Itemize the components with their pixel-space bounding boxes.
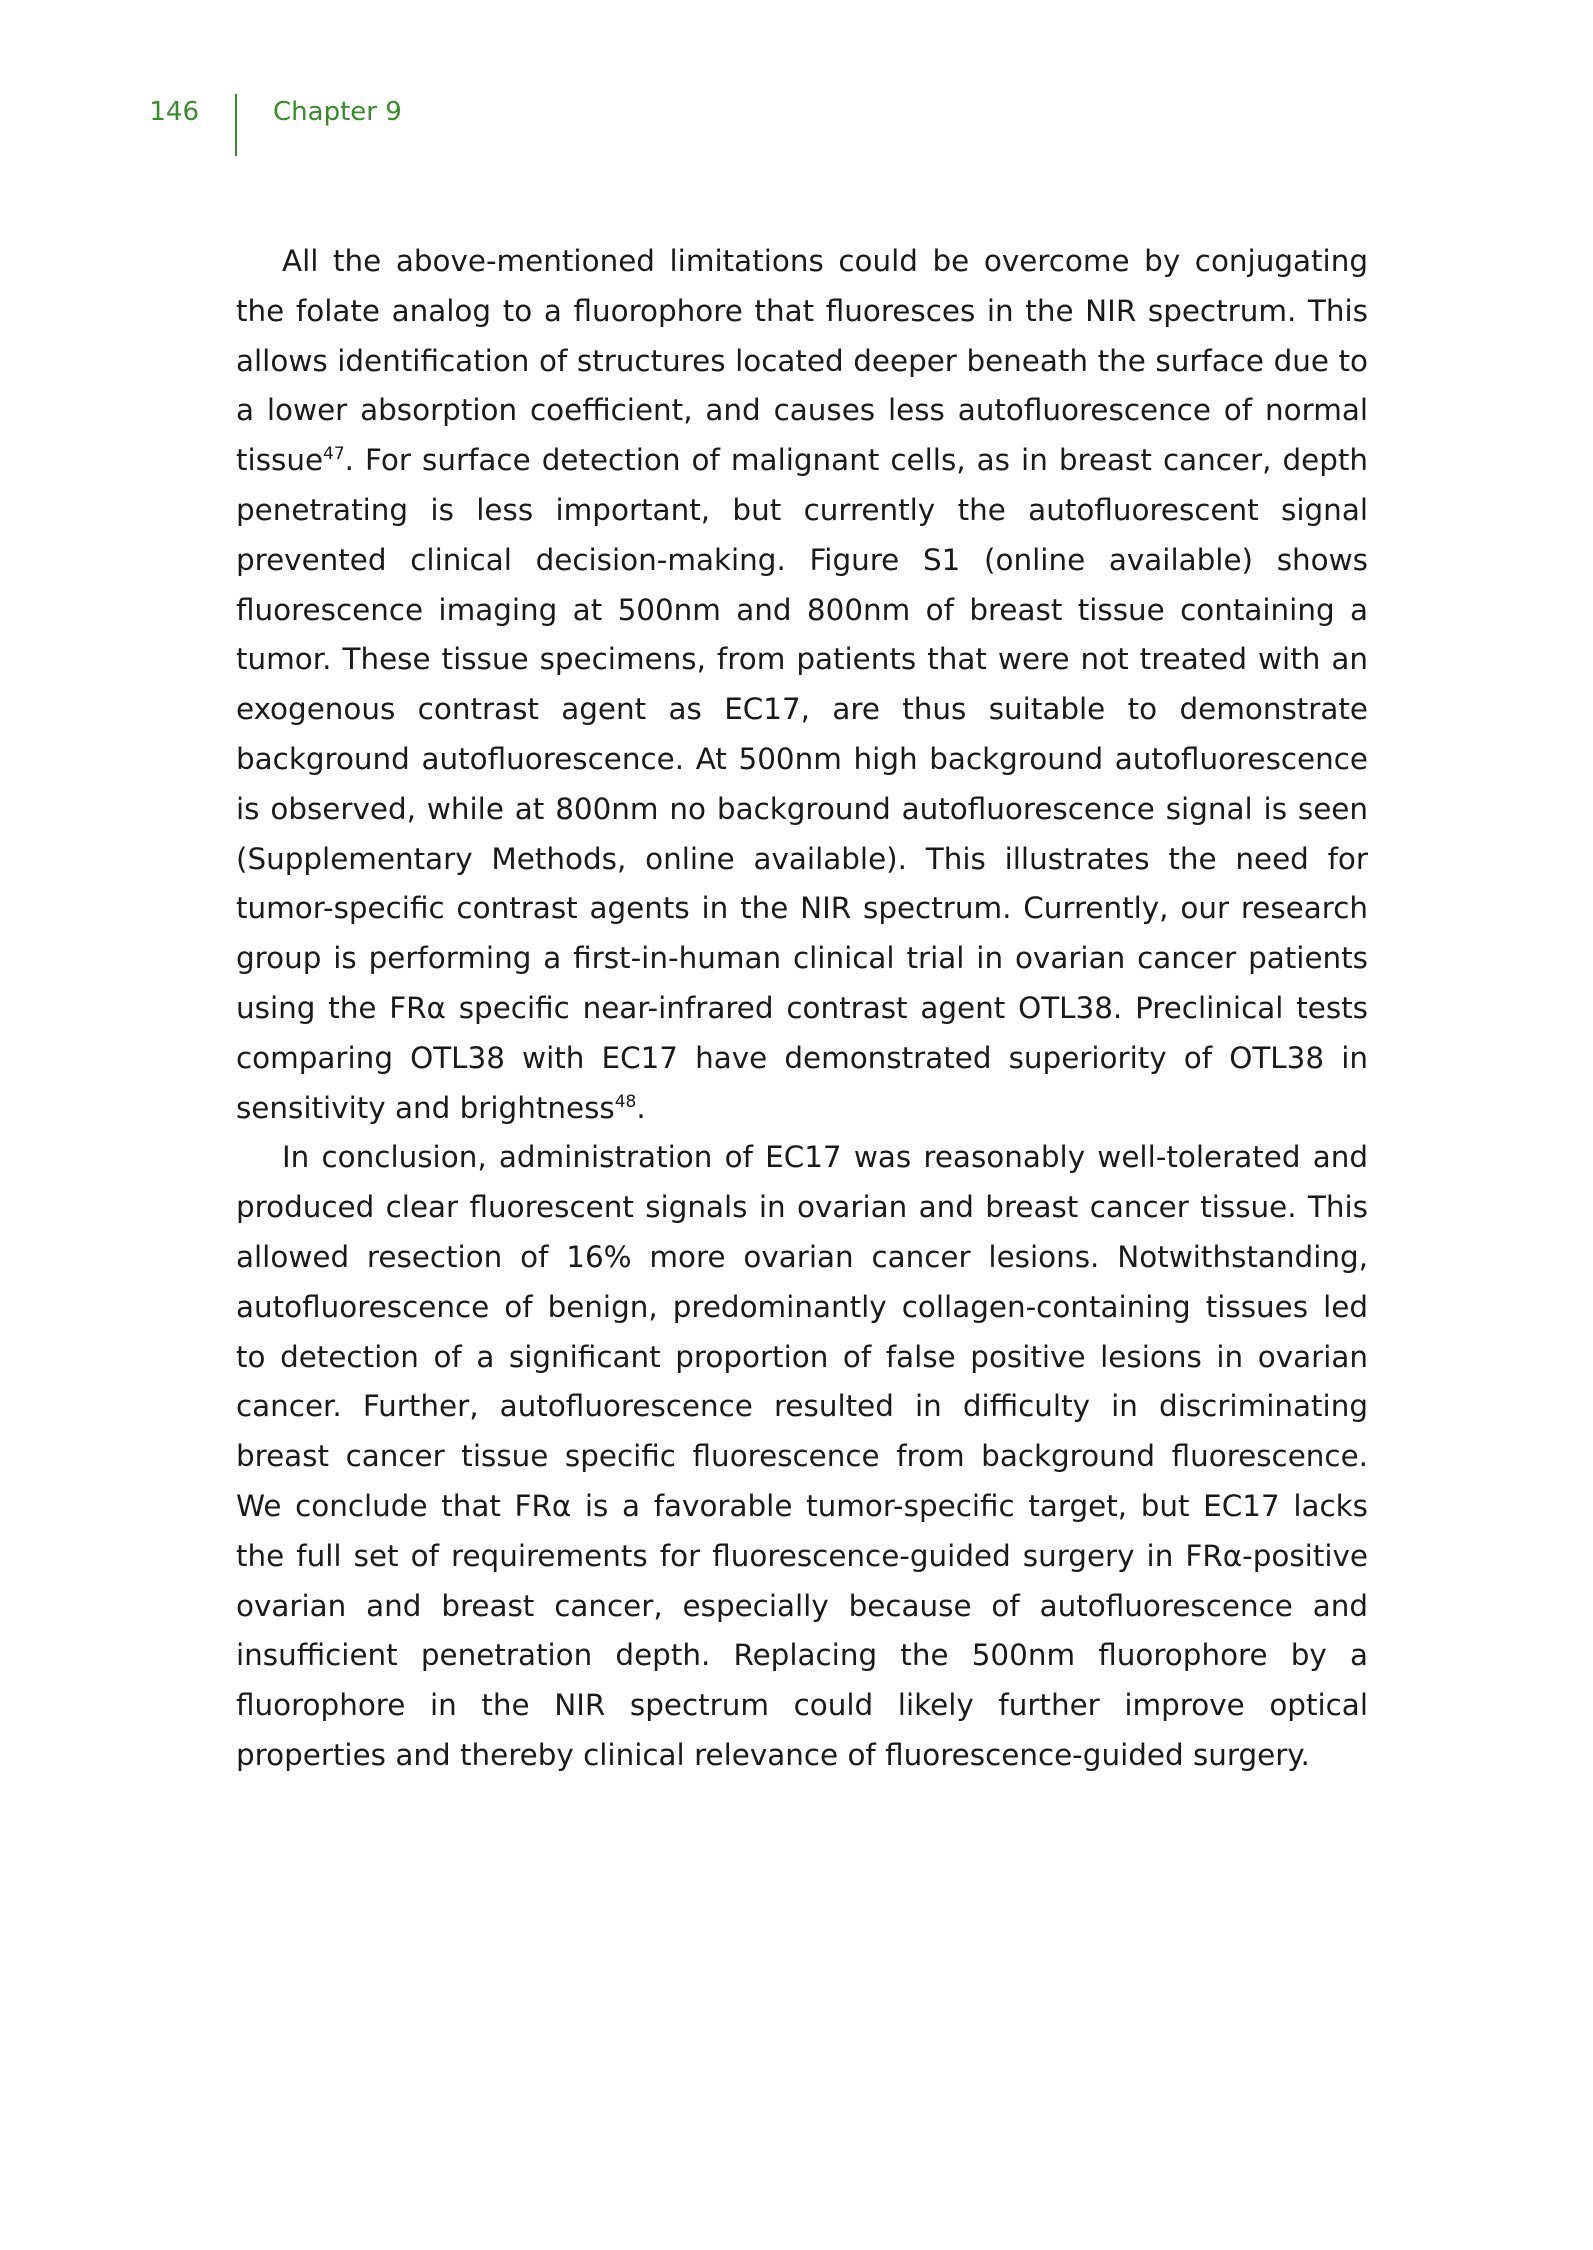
- body-text: [236, 237, 1368, 1781]
- paragraph-1-text-a: All the above-mentioned limitations could be overcome by conjugating the folate analog to a fluorophore that fluoresces in the NIR spectrum. This allows identification of structures located deeper beneath the surface due to a lower absorption coefficient, and causes less autofluorescence of normal tissue: [236, 244, 1368, 478]
- page-number: 146: [149, 97, 199, 127]
- paragraph-1: [236, 237, 1368, 1133]
- paragraph-2: In conclusion, administration of EC17 was reasonably well-tolerated and produced clear fluorescent signals in ovarian and breast cancer tissue. This allowed resection of 16% more ovarian cancer lesions. Notwithstanding, autofluorescence of benign, predominantly collagen-containing tissues led to detection of a significant proportion of false positive lesions in ovarian cancer. Further, autofluorescence resulted in difficulty in discriminating breast cancer tissue specific fluorescence from background fluorescence. We conclude that FRα is a favorable tumor-specific target, but EC17 lacks the full set of requirements for fluorescence-guided surgery in FRα-positive ovarian and breast cancer, especially because of autofluorescence and insufficient penetration depth. Replacing the 500nm fluorophore by a fluorophore in the NIR spectrum could likely further improve optical properties and thereby clinical relevance of fluorescence-guided surgery.: [236, 1140, 1368, 1772]
- citation-48: 48: [614, 1091, 637, 1112]
- chapter-label: Chapter 9: [273, 97, 402, 127]
- citation-47: 47: [323, 444, 345, 465]
- paragraph-1-text-c: .: [636, 1090, 646, 1125]
- running-header: [140, 94, 402, 156]
- paragraph-1-text-b: . For surface detection of malignant cells, as in breast cancer, depth penetrating is less important, but currently the autofluorescent signal prevented clinical decision-making. Figure S1 (online available) shows fluorescence imaging at 500nm and 800nm of breast tissue containing a tumor. These tissue specimens, from patients that were not treated with an exogenous contrast agent as EC17, are thus suitable to demonstrate background autofluorescence. At 500nm high background autofluorescence is observed, while at 800nm no background autofluorescence signal is seen (Supplementary Methods, online available). This illustrates the need for tumor-specific contrast agents in the NIR spectrum. Currently, our research group is performing a first-in-human clinical trial in ovarian cancer patients using the FRα specific near-infrared contrast agent OTL38. Preclinical tests comparing OTL38 with EC17 have demonstrated superiority of OTL38 in sensitivity and brightness: [236, 443, 1368, 1125]
